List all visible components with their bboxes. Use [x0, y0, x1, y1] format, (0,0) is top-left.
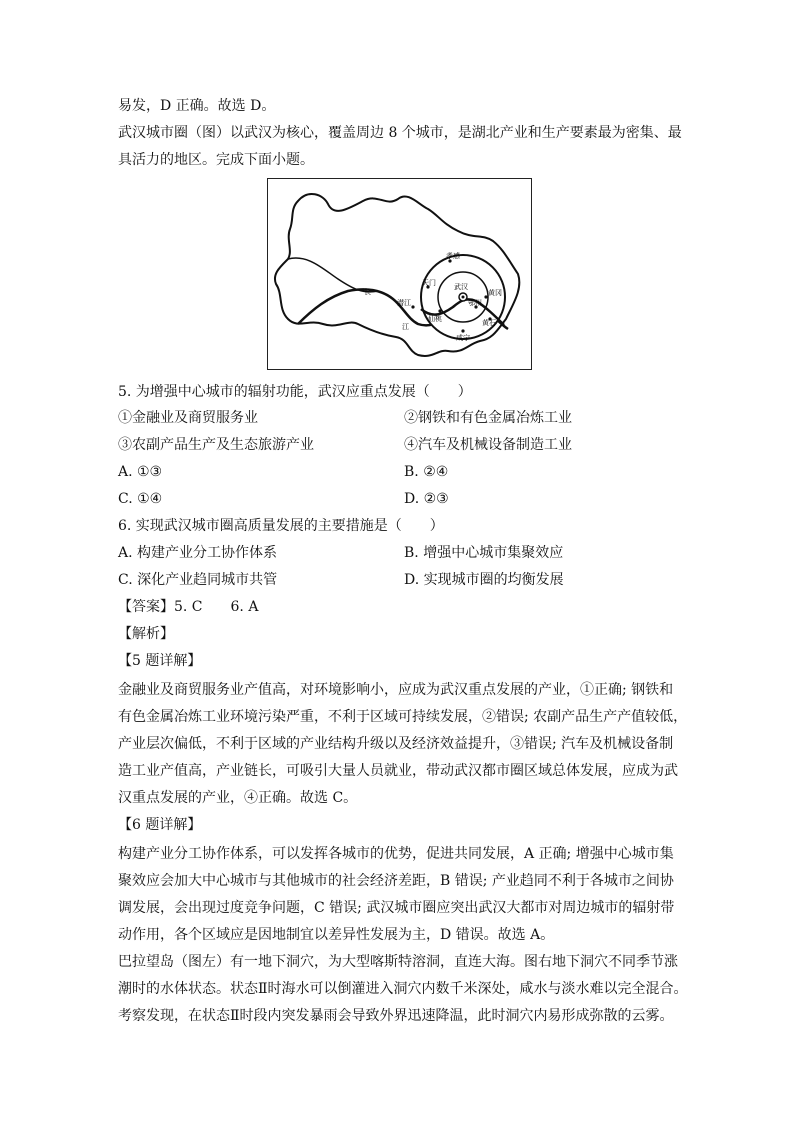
detail6-line-4: 动作用，各个区域应是因地制宜以差异性发展为主，D 错误。故选 A。	[118, 927, 555, 943]
hubei-map-svg	[268, 179, 531, 369]
detail5-line-5: 汉重点发展的产业，④正确。故选 C。	[118, 790, 358, 806]
q5-stem: 5. 为增强中心城市的辐射功能，武汉应重点发展（ ）	[118, 384, 472, 400]
detail6-line-1: 构建产业分工协作体系，可以发挥各城市的优势，促进共同发展，A 正确; 增强中心城市集	[118, 846, 674, 862]
q5-option-c: C. ①④	[118, 491, 163, 507]
city-label-qianjiang: 潜江	[397, 299, 411, 307]
city-label-xiantao: 仙桃	[428, 315, 442, 323]
q5-item-4: ④汽车及机械设备制造工业	[404, 437, 572, 453]
detail6-line-3: 调发展，会出现过度竞争问题，C 错误; 武汉城市圈应突出武汉大都市对周边城市的辐射带	[118, 900, 675, 916]
detail5-line-1: 金融业及商贸服务业产值高，对环境影响小，应成为武汉重点发展的产业，①正确; 钢铁和	[118, 682, 674, 698]
q5-item-3: ③农副产品生产及生态旅游产业	[118, 437, 314, 453]
detail6-title: 【6 题详解】	[118, 817, 202, 833]
q6-option-c: C. 深化产业趋同城市共管	[118, 572, 278, 588]
q6-option-b: B. 增强中心城市集聚效应	[404, 545, 564, 561]
wuhan-center-dot	[462, 296, 465, 299]
city-label-huanggang: 黄冈	[488, 289, 502, 297]
q5-option-a: A. ①③	[118, 464, 163, 480]
detail5-title: 【5 题详解】	[118, 653, 202, 669]
analysis-label: 【解析】	[118, 626, 174, 642]
next-context-line-1: 巴拉望岛（图左）有一地下洞穴，为大型喀斯特溶洞，直连大海。图右地下洞穴不同季节涨	[118, 954, 678, 970]
city-label-wuhan: 武汉	[454, 283, 468, 291]
detail6-line-2: 聚效应会加大中心城市与其他城市的社会经济差距，B 错误; 产业趋同不利于各城市之间协	[118, 873, 674, 889]
city-label-xiaogan: 孝感	[446, 252, 460, 260]
context-line-1: 武汉城市圈（图）以武汉为核心，覆盖周边 8 个城市，是湖北产业和生产要素最为密集、最	[118, 125, 682, 141]
city-dot-qianjiang	[411, 305, 414, 308]
west-region-boundary	[288, 258, 378, 292]
q5-item-1: ①金融业及商贸服务业	[118, 410, 258, 426]
city-label-tianmen: 天门	[422, 279, 436, 287]
q6-option-d: D. 实现城市圈的均衡发展	[404, 572, 564, 588]
next-context-line-2: 潮时的水体状态。状态Ⅱ时海水可以倒灌进入洞穴内数千米深处，咸水与淡水难以完全混合。	[118, 981, 688, 997]
q5-option-d: D. ②③	[404, 491, 449, 507]
answer-line: 【答案】5. C 6. A	[118, 599, 259, 615]
q6-stem: 6. 实现武汉城市圈高质量发展的主要措施是（ ）	[118, 518, 444, 534]
wuhan-city-circle-map	[267, 178, 532, 370]
detail5-line-4: 造工业产值高，产业链长，可吸引大量人员就业，带动武汉都市圈区域总体发展，应成为武	[118, 763, 678, 779]
city-label-xianning: 咸宁	[456, 334, 470, 342]
river-label-jiang: 江	[402, 323, 409, 331]
city-dot-xiantao	[438, 309, 441, 312]
intro-tail-text: 易发，D 正确。故选 D。	[118, 98, 276, 114]
city-dot-xianning	[461, 329, 464, 332]
city-label-ezhou: 鄂州	[468, 299, 482, 307]
river-label-chang: 长	[364, 288, 371, 296]
detail5-line-3: 产业层次偏低，不利于区域的产业结构升级以及经济效益提升，③错误; 汽车及机械设备制	[118, 736, 674, 752]
next-context-line-3: 考察发现，在状态Ⅱ时段内突发暴雨会导致外界迅速降温，此时洞穴内易形成弥散的云雾。	[118, 1008, 674, 1024]
context-line-2: 具活力的地区。完成下面小题。	[118, 152, 314, 168]
q5-option-b: B. ②④	[404, 464, 449, 480]
q5-item-2: ②钢铁和有色金属冶炼工业	[404, 410, 572, 426]
city-label-huangshi: 黄石	[482, 319, 496, 327]
q6-option-a: A. 构建产业分工协作体系	[118, 545, 278, 561]
detail5-line-2: 有色金属冶炼工业环境污染严重，不利于区域可持续发展，②错误; 农副产品生产产值较低，	[118, 709, 688, 725]
